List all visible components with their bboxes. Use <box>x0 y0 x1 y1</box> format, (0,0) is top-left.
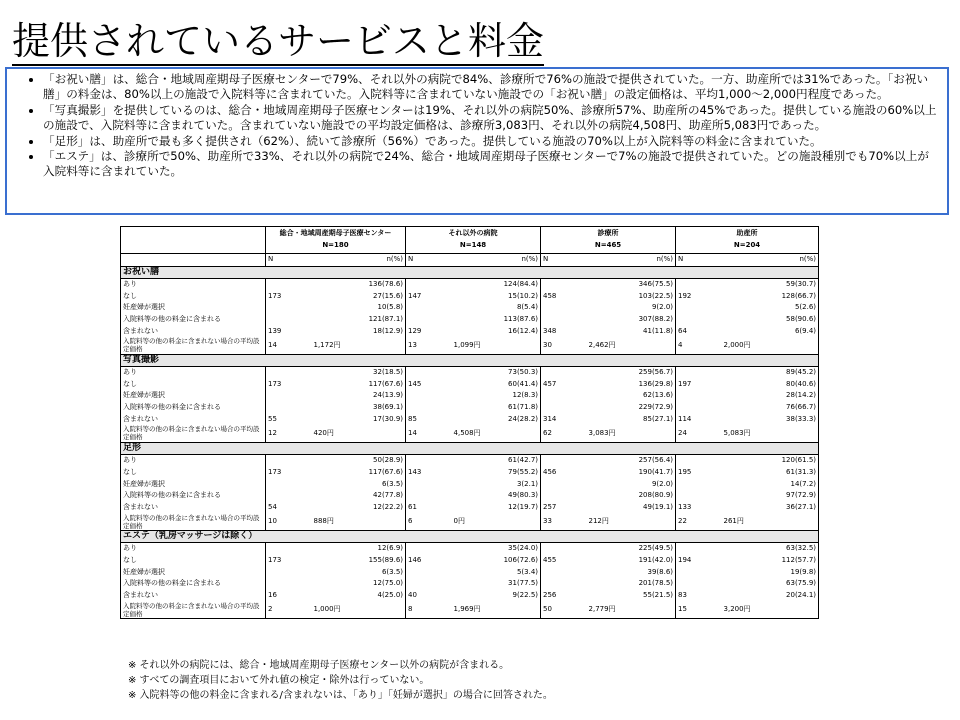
cell-n <box>406 578 436 590</box>
subheader-n: N <box>266 254 296 267</box>
cell-value: 60(41.4) <box>508 379 539 388</box>
cell-value: 10(5.8) <box>377 303 404 312</box>
table-row <box>121 279 819 291</box>
cell-value: 12(6.9) <box>377 544 404 553</box>
cell-value: 12(75.0) <box>373 579 404 588</box>
cell-n <box>541 567 571 579</box>
cell-n <box>406 455 436 467</box>
cell-value: 113(87.6) <box>503 314 539 323</box>
row-label: あり <box>123 456 137 465</box>
table-row <box>121 402 819 414</box>
cell-value: 97(72.9) <box>786 491 817 500</box>
cell-n: 133 <box>676 502 706 514</box>
table-row <box>121 302 819 314</box>
cell-n: 139 <box>266 326 296 338</box>
cell-value: 9(22.5) <box>512 590 539 599</box>
subheader-pct: n(%) <box>571 254 676 267</box>
cell-value: 420円 <box>313 428 334 437</box>
cell-n: 456 <box>541 467 571 479</box>
cell-n <box>266 279 296 291</box>
cell-value: 18(12.9) <box>373 326 404 335</box>
summary-bullet: • 「エステ」は、診療所で50%、助産所で33%、それ以外の病院で24%、総合・地域周産期母子医療センターで7%の施設で提供されていた。どの施設種別でも70%以上が入院料等に含まれていた。 <box>43 149 939 180</box>
cell-value: 4(25.0) <box>377 590 404 599</box>
cell-n <box>541 479 571 491</box>
cell-value: 106(72.6) <box>503 555 539 564</box>
cell-value: 31(77.5) <box>508 579 539 588</box>
cell-value: 24(13.9) <box>373 391 404 400</box>
cell-n <box>676 490 706 502</box>
section-title: お祝い膳 <box>121 266 819 279</box>
cell-n <box>676 455 706 467</box>
cell-value: 3(2.1) <box>516 479 539 488</box>
cell-value: 12(22.2) <box>373 502 404 511</box>
table-row <box>121 367 819 379</box>
cell-n <box>541 390 571 402</box>
subheader-pct: n(%) <box>436 254 541 267</box>
cell-value: 1,969円 <box>453 604 481 613</box>
subheader-n: N <box>676 254 706 267</box>
cell-value: 20(24.1) <box>786 590 817 599</box>
table-row <box>121 590 819 602</box>
cell-value: 112(57.7) <box>781 555 817 564</box>
cell-value: 55(21.5) <box>643 590 674 599</box>
cell-n: 143 <box>406 467 436 479</box>
row-label: 入院料等の他の料金に含まれる <box>123 491 221 500</box>
cell-n: 455 <box>541 555 571 567</box>
cell-value: 136(29.8) <box>638 379 674 388</box>
cell-n <box>676 567 706 579</box>
cell-value: 2,000円 <box>723 340 751 349</box>
cell-value: 117(67.6) <box>368 379 404 388</box>
subheader-n: N <box>406 254 436 267</box>
row-label: 入院料等の他の料金に含まれる <box>123 579 221 588</box>
table-row <box>121 379 819 391</box>
cell-n <box>406 402 436 414</box>
footnote: ※ それ以外の病院には、総合・地域周産期母子医療センター以外の病院が含まれる。 <box>128 660 510 671</box>
cell-value: 28(14.2) <box>786 391 817 400</box>
cell-n <box>406 479 436 491</box>
summary-bullet: • 「お祝い膳」は、総合・地域周産期母子医療センターで79%、それ以外の病院で84%、診療所で76%の施設で提供されていた。一方、助産所では31%であった。「お祝い膳」の料金は、80%以上の施設で入院料等に含まれていた。入院料等に含まれていない施設での「お祝い膳」の設定価格は、平均1,000〜2,000円程度であった。 <box>43 72 939 103</box>
table-row <box>121 390 819 402</box>
cell-value: 41(11.8) <box>643 326 674 335</box>
cell-value: 136(78.6) <box>368 280 404 289</box>
cell-n: 62 <box>541 425 571 442</box>
column-header-n: N=204 <box>733 241 761 249</box>
row-label: なし <box>123 379 137 388</box>
cell-n <box>406 302 436 314</box>
cell-value: 1,099円 <box>453 340 481 349</box>
cell-n: 54 <box>266 502 296 514</box>
row-label: あり <box>123 544 137 553</box>
page-title: 提供されているサービスと料金 <box>12 18 544 66</box>
cell-value: 888円 <box>313 516 334 525</box>
cell-n: 256 <box>541 590 571 602</box>
cell-value: 307(88.2) <box>638 314 674 323</box>
cell-value: 261円 <box>723 516 744 525</box>
cell-n: 147 <box>406 291 436 303</box>
cell-n <box>541 279 571 291</box>
cell-value: 3,200円 <box>723 604 751 613</box>
cell-n: 129 <box>406 326 436 338</box>
cell-value: 128(66.7) <box>781 291 817 300</box>
row-label: 含まれない <box>123 414 158 423</box>
row-label: あり <box>123 368 137 377</box>
cell-n <box>406 314 436 326</box>
column-header-n: N=465 <box>594 241 622 249</box>
cell-value: 3,083円 <box>588 428 616 437</box>
cell-n: 2 <box>266 601 296 618</box>
cell-value: 73(50.3) <box>508 368 539 377</box>
footnote: ※ すべての調査項目において外れ値の検定・除外は行っていない。 <box>128 675 430 686</box>
cell-n <box>266 390 296 402</box>
cell-value: 49(80.3) <box>508 491 539 500</box>
cell-value: 80(40.6) <box>786 379 817 388</box>
cell-n <box>266 578 296 590</box>
cell-value: 38(33.3) <box>786 414 817 423</box>
table-row <box>121 314 819 326</box>
footnotes <box>128 658 553 703</box>
cell-value: 61(71.8) <box>508 403 539 412</box>
cell-n <box>266 367 296 379</box>
cell-value: 12(8.3) <box>512 391 539 400</box>
cell-n: 64 <box>676 326 706 338</box>
summary-box <box>5 67 949 215</box>
table-row <box>121 326 819 338</box>
cell-value: 155(89.6) <box>368 555 404 564</box>
cell-n: 192 <box>676 291 706 303</box>
cell-value: 14(7.2) <box>790 479 817 488</box>
cell-value: 42(77.8) <box>373 491 404 500</box>
cell-n: 194 <box>676 555 706 567</box>
cell-value: 9(2.0) <box>651 303 674 312</box>
table-row <box>121 502 819 514</box>
cell-value: 2,462円 <box>588 340 616 349</box>
column-header-name: 助産所 <box>736 229 758 238</box>
table-row <box>121 455 819 467</box>
cell-n: 458 <box>541 291 571 303</box>
column-header <box>266 227 406 254</box>
row-label: 妊産婦が選択 <box>123 479 165 488</box>
cell-value: 49(19.1) <box>643 502 674 511</box>
row-label: 含まれない <box>123 502 158 511</box>
cell-n: 50 <box>541 601 571 618</box>
cell-n: 83 <box>676 590 706 602</box>
cell-value: 50(28.9) <box>373 456 404 465</box>
cell-value: 32(18.5) <box>373 368 404 377</box>
summary-list <box>15 72 939 180</box>
cell-value: 117(67.6) <box>368 467 404 476</box>
table-row <box>121 578 819 590</box>
cell-n: 12 <box>266 425 296 442</box>
cell-n: 114 <box>676 414 706 426</box>
cell-n: 8 <box>406 601 436 618</box>
table-row <box>121 337 819 354</box>
cell-value: 0円 <box>453 516 465 525</box>
subheader-pct: n(%) <box>296 254 406 267</box>
cell-n <box>266 543 296 555</box>
cell-value: 27(15.6) <box>373 291 404 300</box>
row-label: 入院料等の他の料金に含まれる <box>123 403 221 412</box>
cell-n <box>541 578 571 590</box>
table-row <box>121 555 819 567</box>
cell-value: 12(19.7) <box>508 502 539 511</box>
cell-value: 17(30.9) <box>373 414 404 423</box>
cell-value: 1,172円 <box>313 340 341 349</box>
cell-value: 39(8.6) <box>647 567 674 576</box>
row-label: 妊産婦が選択 <box>123 303 165 312</box>
cell-value: 15(10.2) <box>508 291 539 300</box>
column-header <box>406 227 541 254</box>
cell-value: 61(31.3) <box>786 467 817 476</box>
cell-n: 85 <box>406 414 436 426</box>
cell-n: 4 <box>676 337 706 354</box>
row-label: 入院料等の他の料金に含まれない場合の平均設定価格 <box>123 601 260 618</box>
cell-n <box>541 490 571 502</box>
table-subheader-row <box>121 254 819 267</box>
cell-n <box>676 479 706 491</box>
section-title: 足形 <box>121 442 819 455</box>
cell-n <box>541 455 571 467</box>
subheader-n: N <box>541 254 571 267</box>
subheader-pct: n(%) <box>706 254 819 267</box>
row-label: 入院料等の他の料金に含まれない場合の平均設定価格 <box>123 513 260 530</box>
cell-n: 173 <box>266 379 296 391</box>
cell-value: 5(3.4) <box>516 567 539 576</box>
cell-n <box>676 390 706 402</box>
cell-n <box>541 543 571 555</box>
cell-value: 5(2.6) <box>794 303 817 312</box>
table-header-row <box>121 227 819 254</box>
table-row <box>121 601 819 618</box>
cell-n <box>406 390 436 402</box>
cell-n: 173 <box>266 467 296 479</box>
cell-n <box>406 490 436 502</box>
cell-n: 30 <box>541 337 571 354</box>
cell-value: 190(41.7) <box>638 467 674 476</box>
row-label: なし <box>123 555 137 564</box>
cell-n <box>266 402 296 414</box>
cell-n <box>541 314 571 326</box>
cell-value: 58(90.6) <box>786 314 817 323</box>
table-row <box>121 414 819 426</box>
service-fee-table <box>120 226 819 619</box>
table-row <box>121 567 819 579</box>
row-label: なし <box>123 467 137 476</box>
cell-value: 229(72.9) <box>638 403 674 412</box>
cell-value: 191(42.0) <box>638 555 674 564</box>
cell-value: 79(55.2) <box>508 467 539 476</box>
cell-n <box>676 367 706 379</box>
row-label: 妊産婦が選択 <box>123 391 165 400</box>
table-row <box>121 467 819 479</box>
section-header-row <box>121 354 819 367</box>
cell-n <box>676 578 706 590</box>
cell-value: 6(3.5) <box>381 567 404 576</box>
row-label: 入院料等の他の料金に含まれない場合の平均設定価格 <box>123 425 260 442</box>
cell-n <box>676 543 706 555</box>
cell-n: 173 <box>266 291 296 303</box>
cell-n <box>406 567 436 579</box>
cell-n: 145 <box>406 379 436 391</box>
cell-value: 38(69.1) <box>373 403 404 412</box>
cell-n: 55 <box>266 414 296 426</box>
cell-n <box>541 402 571 414</box>
cell-n <box>406 279 436 291</box>
cell-value: 85(27.1) <box>643 414 674 423</box>
cell-n <box>676 279 706 291</box>
cell-value: 5,083円 <box>723 428 751 437</box>
service-fee-table-wrapper <box>120 226 818 619</box>
footnote: ※ 入院料等の他の料金に含まれる/含まれないは、「あり」「妊婦が選択」の場合に回答された。 <box>128 690 553 701</box>
summary-bullet: • 「写真撮影」を提供しているのは、総合・地域周産期母子医療センターは19%、それ以外の病院50%、診療所57%、助産所の45%であった。提供している施設の60%以上の施設で、入院料等に含まれていた。含まれていない施設での平均設定価格は、診療所3,083円、それ以外の病院4,508円、助産所5,083円であった。 <box>43 103 939 134</box>
cell-value: 346(75.5) <box>638 280 674 289</box>
column-header-n: N=180 <box>322 241 349 249</box>
cell-value: 76(66.7) <box>786 403 817 412</box>
cell-value: 121(87.1) <box>368 314 404 323</box>
cell-n: 197 <box>676 379 706 391</box>
cell-value: 62(13.6) <box>643 391 674 400</box>
cell-value: 259(56.7) <box>638 368 674 377</box>
cell-n <box>406 543 436 555</box>
cell-value: 208(80.9) <box>638 491 674 500</box>
cell-value: 89(45.2) <box>786 368 817 377</box>
cell-value: 8(5.4) <box>516 303 539 312</box>
cell-value: 4,508円 <box>453 428 481 437</box>
cell-n: 40 <box>406 590 436 602</box>
cell-n <box>266 567 296 579</box>
cell-value: 63(32.5) <box>786 544 817 553</box>
cell-n: 146 <box>406 555 436 567</box>
cell-value: 6(9.4) <box>794 326 817 335</box>
cell-value: 16(12.4) <box>508 326 539 335</box>
cell-value: 9(2.0) <box>651 479 674 488</box>
section-title: 写真撮影 <box>121 354 819 367</box>
cell-n: 24 <box>676 425 706 442</box>
row-label: なし <box>123 291 137 300</box>
column-header-name: それ以外の病院 <box>448 229 498 238</box>
cell-n <box>541 302 571 314</box>
cell-n: 61 <box>406 502 436 514</box>
cell-value: 63(75.9) <box>786 579 817 588</box>
table-row <box>121 425 819 442</box>
row-label: 入院料等の他の料金に含まれない場合の平均設定価格 <box>123 337 260 354</box>
cell-n: 33 <box>541 513 571 530</box>
cell-value: 35(24.0) <box>508 544 539 553</box>
cell-n <box>266 455 296 467</box>
table-row <box>121 513 819 530</box>
cell-value: 103(22.5) <box>638 291 674 300</box>
section-header-row <box>121 530 819 543</box>
cell-n: 13 <box>406 337 436 354</box>
subheader-blank-cell <box>121 254 266 267</box>
cell-n <box>266 490 296 502</box>
cell-n: 10 <box>266 513 296 530</box>
cell-n: 348 <box>541 326 571 338</box>
row-label: 妊産婦が選択 <box>123 567 165 576</box>
column-header <box>541 227 676 254</box>
cell-value: 225(49.5) <box>638 544 674 553</box>
cell-value: 257(56.4) <box>638 456 674 465</box>
row-label: 含まれない <box>123 326 158 335</box>
cell-n: 6 <box>406 513 436 530</box>
cell-n: 195 <box>676 467 706 479</box>
table-row <box>121 291 819 303</box>
cell-n: 314 <box>541 414 571 426</box>
table-row <box>121 479 819 491</box>
cell-n <box>406 367 436 379</box>
section-title: エステ（乳房マッサージは除く） <box>121 530 819 543</box>
cell-value: 201(78.5) <box>638 579 674 588</box>
cell-n: 14 <box>266 337 296 354</box>
cell-value: 24(28.2) <box>508 414 539 423</box>
cell-value: 19(9.8) <box>790 567 817 576</box>
cell-n <box>676 302 706 314</box>
cell-value: 36(27.1) <box>786 502 817 511</box>
cell-n: 22 <box>676 513 706 530</box>
cell-n: 257 <box>541 502 571 514</box>
cell-n <box>676 402 706 414</box>
header-blank-cell <box>121 227 266 254</box>
cell-value: 120(61.5) <box>781 456 817 465</box>
section-header-row <box>121 442 819 455</box>
column-header-n: N=148 <box>459 241 487 249</box>
cell-n: 173 <box>266 555 296 567</box>
cell-value: 59(30.7) <box>786 280 817 289</box>
column-header-name: 総合・地域周産期母子医療センター <box>279 229 392 238</box>
cell-value: 212円 <box>588 516 609 525</box>
cell-value: 2,779円 <box>588 604 616 613</box>
row-label: あり <box>123 280 137 289</box>
cell-value: 6(3.5) <box>381 479 404 488</box>
section-header-row <box>121 266 819 279</box>
cell-n <box>266 314 296 326</box>
table-row <box>121 490 819 502</box>
column-header <box>676 227 819 254</box>
cell-value: 1,000円 <box>313 604 341 613</box>
summary-bullet: • 「足形」は、助産所で最も多く提供され（62%）、続いて診療所（56%）であった。提供している施設の70%以上が入院料等の料金に含まれていた。 <box>43 134 939 149</box>
cell-n <box>266 479 296 491</box>
cell-n <box>676 314 706 326</box>
column-header-name: 診療所 <box>597 229 619 238</box>
table-body <box>121 266 819 618</box>
row-label: 含まれない <box>123 590 158 599</box>
cell-n: 457 <box>541 379 571 391</box>
cell-n <box>541 367 571 379</box>
cell-n: 15 <box>676 601 706 618</box>
cell-n: 16 <box>266 590 296 602</box>
row-label: 入院料等の他の料金に含まれる <box>123 314 221 323</box>
cell-n <box>266 302 296 314</box>
cell-value: 124(84.4) <box>503 280 539 289</box>
table-row <box>121 543 819 555</box>
cell-value: 61(42.7) <box>508 456 539 465</box>
cell-n: 14 <box>406 425 436 442</box>
